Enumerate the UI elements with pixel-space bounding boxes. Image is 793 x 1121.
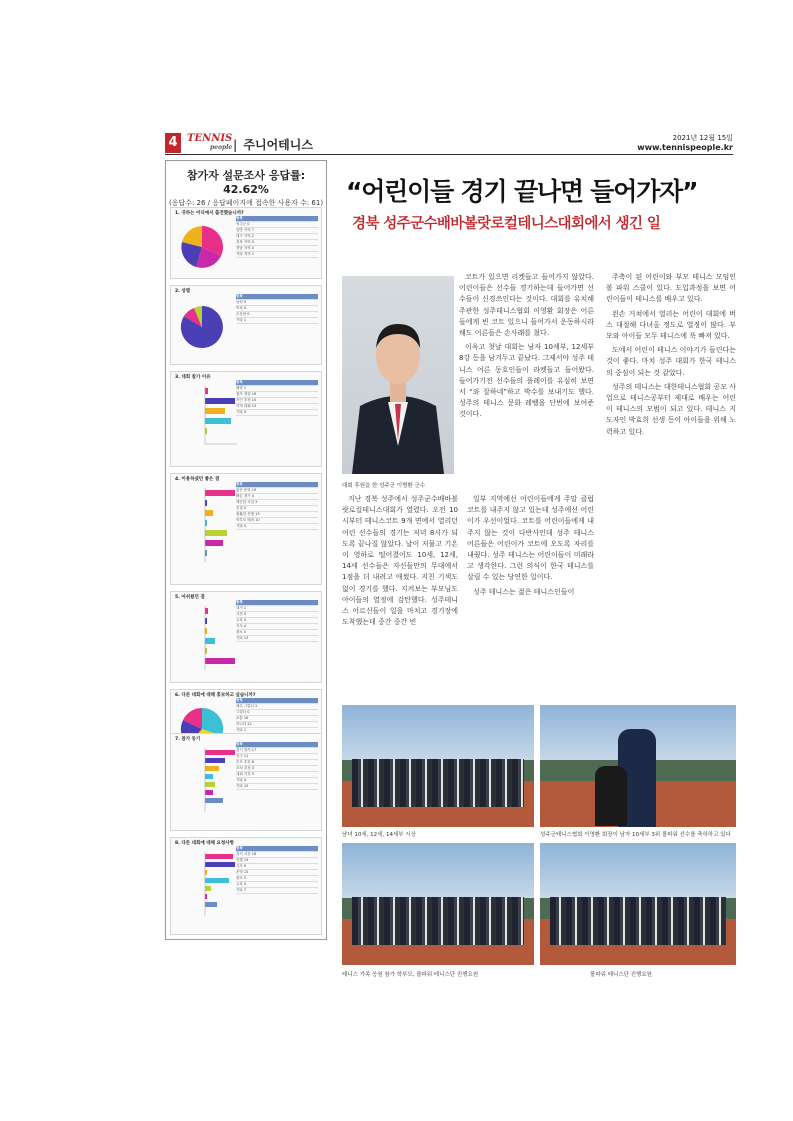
table-row: 무응답 0 — [236, 312, 318, 318]
question-label: 5. 아쉬웠던 점 — [175, 595, 205, 600]
table-row: 빠른 경기 0 — [236, 494, 318, 500]
result-table — [236, 380, 318, 416]
tennis-people-logo — [187, 134, 232, 152]
table-row: 기타 0 — [236, 410, 318, 416]
bar-chart-icon — [175, 746, 239, 828]
table-row: 경기 참가 17 — [236, 748, 318, 754]
survey-panel — [165, 160, 327, 940]
bar-chart-icon — [175, 384, 239, 460]
paragraph: 도에서 어린이 테니스 이야기가 들린다는 것이 좋다. 마치 성주 대회가 한국 테니스의 중심이 되는 것 같았다. — [606, 346, 736, 377]
survey-question-5 — [170, 591, 322, 683]
event-photo-1 — [342, 705, 534, 827]
paragraph: 일부 지역에선 어린이들에게 주말 클럽 코트를 내주지 않고 있는데 성주에선 어린이가 우선이었다. 코트를 어린이들에게 내주지 않는 것이 다반사인데 성주 테니스 어른들은 어린이가 코트에 오도록 자리를 내줬다. 성주 테니스는 어린이들이 미래라고 생각한다. 그런 의식이 한국 테니스를 살릴 수 있는 당연한 일이다. — [467, 495, 594, 582]
table-row: 그렇다 0 — [236, 710, 318, 716]
paragraph: 왼손 거쳐에서 열리는 어린이 대회에 버스 대절해 다녀올 정도로 열정이 많다. 부모와 아이들 모두 테니스에 푹 빠져 있다. — [606, 309, 736, 341]
table-row: 기타 지역 1 — [236, 252, 318, 258]
paragraph: 성주 테니스는 젊은 테니스인들이 — [473, 587, 575, 596]
result-table — [236, 742, 318, 790]
table-row: 식사 4 — [236, 624, 318, 630]
portrait-photo — [342, 276, 454, 474]
issue-date — [637, 134, 733, 153]
table-header: 항목 — [236, 216, 318, 222]
table-row: 기타 7 — [236, 888, 318, 894]
event-photo-3 — [342, 843, 534, 965]
table-header: 항목 — [236, 698, 318, 704]
date-text: 2021년 12월 15일 — [672, 134, 733, 142]
table-row: 코치 추천 4 — [236, 766, 318, 772]
table-row: 대구 지역 2 — [236, 234, 318, 240]
survey-question-4 — [170, 473, 322, 585]
photo-caption-2: 성주군테니스협회 이영환 회장이 남자 10세부 3위 볼파워 선수를 축하하고 있다 — [540, 832, 731, 838]
pie-chart-icon — [179, 224, 225, 270]
table-row: 장소 0 — [236, 630, 318, 636]
table-row: 장소 3 — [236, 876, 318, 882]
event-photo-4 — [540, 843, 736, 965]
result-table — [236, 294, 318, 324]
bar-chart-icon — [175, 604, 239, 678]
table-row: 시간 0 — [236, 612, 318, 618]
survey-question-8 — [170, 837, 322, 935]
table-row: 주차 0 — [236, 882, 318, 888]
table-row: 일반 지역 7 — [236, 228, 318, 234]
survey-question-7 — [170, 733, 322, 831]
question-label: 8. 다른 대회에 대해 요청사항 — [175, 841, 234, 846]
table-row: 원활한 진행 13 — [236, 512, 318, 518]
table-row: 여성 0 — [236, 306, 318, 312]
event-photo-2 — [540, 705, 736, 827]
question-label: 2. 성별 — [175, 289, 191, 294]
survey-question-1 — [170, 207, 322, 279]
table-row: 운영 15 — [236, 870, 318, 876]
table-row: 아니다 12 — [236, 722, 318, 728]
question-label: 7. 참가 동기 — [175, 737, 201, 742]
section-title: | 주니어테니스 — [233, 136, 313, 153]
table-row: 기타 1 — [236, 728, 318, 734]
result-table — [236, 600, 318, 642]
table-row: 깨끗한 시설 3 — [236, 500, 318, 506]
table-header: 항목 — [236, 482, 318, 488]
question-label: 4. 이용하셨던 좋은 점 — [175, 477, 220, 482]
photo-caption-1: 남녀 10세, 12세, 14세부 시상 — [342, 832, 416, 838]
table-header: 항목 — [236, 380, 318, 386]
table-row: 친절 0 — [236, 506, 318, 512]
table-row: 경기 시간 18 — [236, 852, 318, 858]
bar-chart-icon — [175, 486, 239, 578]
result-table — [236, 846, 318, 894]
article-subhead: 경북 성주군수배바볼랏로컬테니스대회에서 생긴 일 — [352, 216, 661, 232]
paragraph: 이윽고 첫날 대회는 남자 10세부, 12세부 8강 등을 남겨두고 끝났다. 그제서야 성주 테니스 어른 동호인들이 라켓들고 들어왔다. 들어가기전 선수들의 플레이를 유심히 보면서 “와 잘하네”하고 박수를 보내기도 했다. 성주의 테니스 문화 레벨을 단번에 보여준 것이다. — [459, 343, 594, 419]
table-row: 좋은 운영 19 — [236, 488, 318, 494]
table-row: 랭킹 1 — [236, 386, 318, 392]
table-row: 매우 그렇다 2 — [236, 704, 318, 710]
table-row: 대기 1 — [236, 606, 318, 612]
survey-question-3 — [170, 371, 322, 467]
article-headline: “어린이들 경기 끝나면 들어가자” — [346, 177, 698, 206]
table-row: 남성 0 — [236, 300, 318, 306]
table-row: 성주군 0 — [236, 222, 318, 228]
article-column — [606, 272, 736, 756]
table-row: 친구 11 — [236, 754, 318, 760]
result-table — [236, 482, 318, 530]
table-row: 주차 0 — [236, 618, 318, 624]
paragraph: 코트가 있으면 리켓들고 들어가지 않았다. 어린이들은 선수들 경기하는데 들어가면 선수들이 신경쓰인다는 것이다. 대회를 유치해 주관한 성주테니스협회 이영환 회장은 어른들에게 빈 코트 있으니 들어가서 운동하시라해도 어른들은 손사래를 쳤다. — [459, 273, 594, 338]
result-table — [236, 216, 318, 258]
table-row: 식사 0 — [236, 864, 318, 870]
survey-question-2 — [170, 285, 322, 365]
photo-caption-3: 테니스 가족 응원 참가 학부모, 볼파워 테니스단 진행요원 — [342, 972, 479, 978]
question-label: 6. 다른 대회에 대해 홍보하고 싶습니까? — [175, 693, 256, 698]
table-row: 진행 19 — [236, 858, 318, 864]
survey-title: 참가자 설문조사 응답률: 42.62% — [186, 169, 306, 196]
table-row: 부모 추천 8 — [236, 760, 318, 766]
table-header: 항목 — [236, 600, 318, 606]
paragraph: 지난 경북 성주에서 성주군수배바볼랏로컬테니스대회가 열렸다. 오전 10시부터 테니스코트 9개 면에서 열리던 어린 선수들의 경기는 저녁 8시가 되도록 끝나질 않았다. 날이 저물고 기온이 영하로 떨어졌어도 10세, 12세, 14세 선수들은 자신들만의 무대에서 1점을 더 내려고 애썼다. 지친 기색도 없이 경기를 했다. 지켜보는 부모님도 아이들의 열정에 감탄했다. 성주테니스 어르신들이 일을 마치고 경기장에 도착했는데 중간 중간 빈 — [342, 495, 458, 627]
table-row: 경북 지역 0 — [236, 240, 318, 246]
table-header: 항목 — [236, 742, 318, 748]
table-row: 기타 1 — [236, 318, 318, 324]
table-row: 경남 지역 0 — [236, 246, 318, 252]
question-label: 1. 귀하는 어디에서 출전했습니까? — [175, 211, 244, 216]
table-row: 지인 추천 10 — [236, 398, 318, 404]
result-table — [236, 698, 318, 734]
table-row: 학부모 배려 10 — [236, 518, 318, 524]
bar-chart-icon — [175, 850, 239, 932]
table-row: 기타 0 — [236, 524, 318, 530]
article-column — [459, 272, 594, 484]
table-row: 참가 경험 16 — [236, 392, 318, 398]
paragraph: 주축이 된 어린이와 부모 테니스 모임인 볼 파워 스쿨이 있다. 도입과정을 보면 어린이들이 테니스를 배우고 있다. — [606, 273, 736, 304]
table-row: 대회 기록 5 — [236, 772, 318, 778]
logo-text: TENNIS — [187, 133, 233, 144]
table-row: 기타 4 — [236, 778, 318, 784]
page-header — [165, 133, 733, 155]
page-number: 4 — [165, 133, 181, 153]
table-row: 지역 대회 13 — [236, 404, 318, 410]
pie-chart-icon — [179, 304, 225, 350]
survey-subtitle: (응답수: 26 / 응답페이지에 접속한 사용자 수: 61) — [168, 199, 324, 207]
table-row: 기타 10 — [236, 784, 318, 790]
table-header: 항목 — [236, 294, 318, 300]
person-portrait-icon — [342, 276, 454, 474]
logo-sub: people — [209, 144, 233, 151]
site-url: www.tennispeople.kr — [637, 143, 733, 152]
portrait-caption: 대회 후원을 한 성주군 이병환 군수 — [342, 483, 426, 489]
table-row: 기타 13 — [236, 636, 318, 642]
question-label: 3. 대회 참가 이유 — [175, 375, 211, 380]
photo-caption-4: 볼파워 테니스단 진행요원 — [590, 972, 652, 978]
table-header: 항목 — [236, 846, 318, 852]
paragraph: 성주의 테니스는 대한테니스협회 공모 사업으로 테니스공부터 제대로 배우는 어린이 테니스의 모범이 되고 있다. 테니스 지도자인 박효희 선생 등이 아이들을 위해 노력하고 있다. — [606, 382, 736, 436]
table-row: 보통 16 — [236, 716, 318, 722]
